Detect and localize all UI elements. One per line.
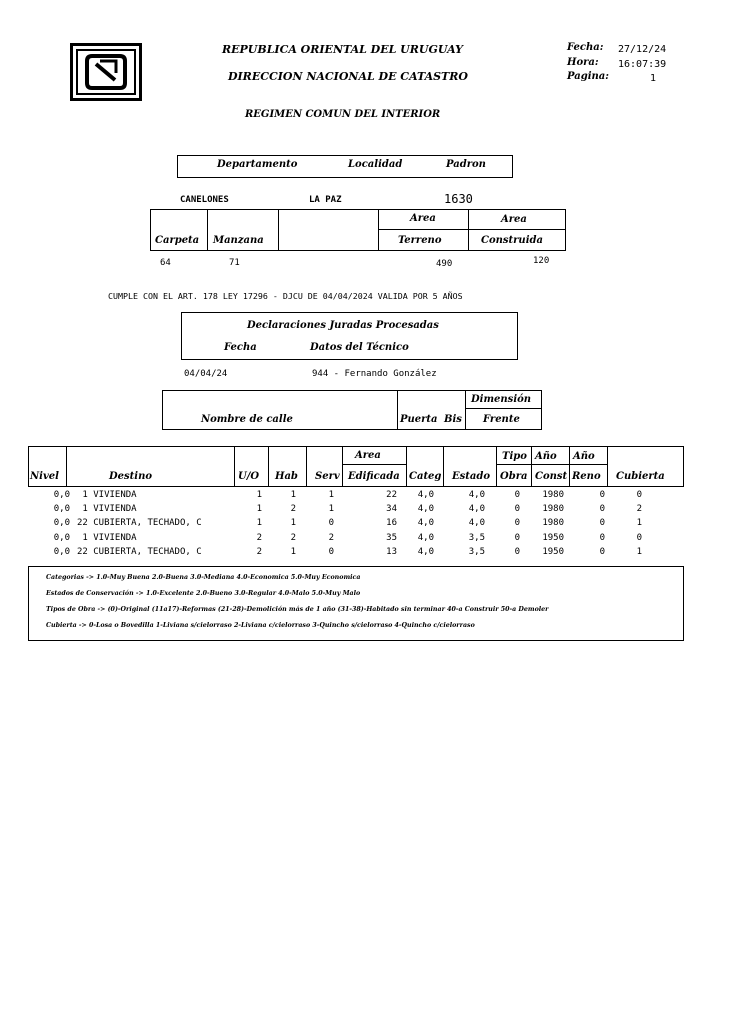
cell-area: 16 — [386, 518, 397, 528]
cell-area: 34 — [386, 504, 397, 514]
cell-uo: 2 — [256, 533, 262, 543]
cell-uo: 1 — [256, 490, 262, 500]
localidad-value: LA PAZ — [309, 195, 342, 205]
cell-cubierta: 0 — [636, 490, 642, 500]
cell-hab: 1 — [290, 518, 296, 528]
declaraciones-fecha-value: 04/04/24 — [184, 369, 228, 379]
header-title-1: REPUBLICA ORIENTAL DEL URUGUAY — [222, 43, 463, 56]
declaraciones-tecnico-label: Datos del Técnico — [310, 342, 409, 353]
terreno-label: Terreno — [398, 235, 442, 246]
bis-label: Bis — [444, 414, 462, 425]
cell-const: 1950 — [542, 533, 564, 543]
cell-hab: 1 — [290, 490, 296, 500]
cell-obra: 0 — [514, 533, 520, 543]
area-construida-label: Area — [501, 214, 527, 225]
cell-nivel: 0,0 — [53, 490, 70, 500]
hora-label: Hora: — [567, 57, 599, 68]
col-cubierta: Cubierta — [616, 471, 665, 482]
cell-uo: 2 — [256, 547, 262, 557]
cell-cubierta: 1 — [636, 547, 642, 557]
cell-categ: 4,0 — [417, 533, 434, 543]
construida-value: 120 — [533, 256, 550, 266]
col-destino: Destino — [109, 471, 153, 482]
header-title-2: DIRECCION NACIONAL DE CATASTRO — [228, 70, 468, 83]
col-categ: Categ — [409, 471, 442, 482]
cell-serv: 0 — [328, 547, 334, 557]
fecha-label: Fecha: — [567, 42, 604, 53]
area-terreno-label: Area — [410, 213, 436, 224]
cell-const: 1980 — [542, 504, 564, 514]
cell-nivel: 0,0 — [53, 518, 70, 528]
catastro-logo — [70, 43, 142, 101]
cell-nivel: 0,0 — [53, 504, 70, 514]
col-obra: Obra — [500, 471, 528, 482]
col-serv: Serv — [315, 471, 340, 482]
padron-label: Padron — [446, 159, 486, 170]
col-anio2: Año — [573, 451, 595, 462]
cell-obra: 0 — [514, 504, 520, 514]
declaraciones-tecnico-value: 944 - Fernando González — [312, 369, 437, 379]
cell-destino: 1 VIVIENDA — [77, 490, 137, 500]
carpeta-value: 64 — [160, 258, 171, 268]
departamento-label: Departamento — [217, 159, 298, 170]
construida-label: Construida — [481, 235, 543, 246]
cell-const: 1950 — [542, 547, 564, 557]
declaraciones-fecha-label: Fecha — [224, 342, 257, 353]
cell-reno: 0 — [599, 490, 605, 500]
cell-area: 35 — [386, 533, 397, 543]
cell-obra: 0 — [514, 490, 520, 500]
cell-reno: 0 — [599, 533, 605, 543]
col-hab: Hab — [275, 471, 298, 482]
col-estado: Estado — [452, 471, 491, 482]
cell-cubierta: 0 — [636, 533, 642, 543]
cell-area: 22 — [386, 490, 397, 500]
cell-destino: 22 CUBIERTA, TECHADO, C — [77, 547, 202, 557]
cell-destino: 22 CUBIERTA, TECHADO, C — [77, 518, 202, 528]
calle-label: Nombre de calle — [201, 414, 293, 425]
col-uo: U/O — [238, 471, 260, 482]
cell-categ: 4,0 — [417, 490, 434, 500]
col-tipo: Tipo — [502, 451, 527, 462]
terreno-value: 490 — [436, 259, 453, 269]
cell-estado: 4,0 — [468, 490, 485, 500]
manzana-label: Manzana — [213, 235, 264, 246]
cell-nivel: 0,0 — [53, 533, 70, 543]
cell-nivel: 0,0 — [53, 547, 70, 557]
leyenda-cubierta: Cubierta -> 0-Losa o Bovedilla 1-Liviana s/cielorraso 2-Liviana c/cielorraso 3-Quincho s/cielorraso 4-Quincho c/cielorraso — [46, 622, 475, 629]
cell-categ: 4,0 — [417, 518, 434, 528]
col-edificada: Edificada — [348, 471, 400, 482]
cell-serv: 0 — [328, 518, 334, 528]
cell-reno: 0 — [599, 518, 605, 528]
hora-value: 16:07:39 — [618, 59, 667, 70]
col-reno: Reno — [572, 471, 601, 482]
manzana-value: 71 — [229, 258, 240, 268]
cell-estado: 4,0 — [468, 504, 485, 514]
header-subtitle: REGIMEN COMUN DEL INTERIOR — [245, 109, 441, 120]
cell-estado: 3,5 — [468, 533, 485, 543]
cell-estado: 3,5 — [468, 547, 485, 557]
cell-cubierta: 1 — [636, 518, 642, 528]
leyenda-estados: Estados de Conservación -> 1.0-Excelente 2.0-Bueno 3.0-Regular 4.0-Malo 5.0-Muy Malo — [46, 590, 361, 597]
cell-serv: 2 — [328, 533, 334, 543]
cell-serv: 1 — [328, 504, 334, 514]
padron-value: 1630 — [444, 192, 473, 206]
dimension-label: Dimensión — [471, 394, 532, 405]
col-const: Const — [535, 471, 568, 482]
nota-text: CUMPLE CON EL ART. 178 LEY 17296 - DJCU DE 04/04/2024 VALIDA POR 5 AÑOS — [108, 291, 463, 301]
cell-categ: 4,0 — [417, 504, 434, 514]
cell-estado: 4,0 — [468, 518, 485, 528]
declaraciones-title: Declaraciones Juradas Procesadas — [247, 320, 439, 331]
cell-area: 13 — [386, 547, 397, 557]
cell-destino: 1 VIVIENDA — [77, 533, 137, 543]
pagina-value: 1 — [650, 73, 657, 84]
cell-hab: 2 — [290, 533, 296, 543]
carpeta-label: Carpeta — [155, 235, 200, 246]
pagina-label: Pagina: — [567, 71, 609, 82]
fecha-value: 27/12/24 — [618, 44, 667, 55]
cell-obra: 0 — [514, 518, 520, 528]
cell-cubierta: 2 — [636, 504, 642, 514]
cell-uo: 1 — [256, 504, 262, 514]
cell-destino: 1 VIVIENDA — [77, 504, 137, 514]
leyenda-categorias: Categorias -> 1.0-Muy Buena 2.0-Buena 3.0-Mediana 4.0-Economica 5.0-Muy Economica — [46, 574, 361, 581]
puerta-label: Puerta — [400, 414, 438, 425]
cell-hab: 2 — [290, 504, 296, 514]
cell-serv: 1 — [328, 490, 334, 500]
departamento-value: CANELONES — [180, 195, 229, 205]
cell-const: 1980 — [542, 490, 564, 500]
cell-reno: 0 — [599, 547, 605, 557]
cell-const: 1980 — [542, 518, 564, 528]
localidad-label: Localidad — [348, 159, 403, 170]
col-area: Area — [355, 450, 381, 461]
frente-label: Frente — [483, 414, 520, 425]
cell-categ: 4,0 — [417, 547, 434, 557]
cell-hab: 1 — [290, 547, 296, 557]
cell-obra: 0 — [514, 547, 520, 557]
cell-uo: 1 — [256, 518, 262, 528]
leyenda-tipos-obra: Tipos de Obra -> (0)-Original (11a17)-Reformas (21-28)-Demolición más de 1 año (31-38)-Habitado sin terminar 40-a Construir 50-a Demoler — [46, 606, 549, 613]
col-nivel: Nivel — [30, 471, 59, 482]
cell-reno: 0 — [599, 504, 605, 514]
col-anio1: Año — [535, 451, 557, 462]
